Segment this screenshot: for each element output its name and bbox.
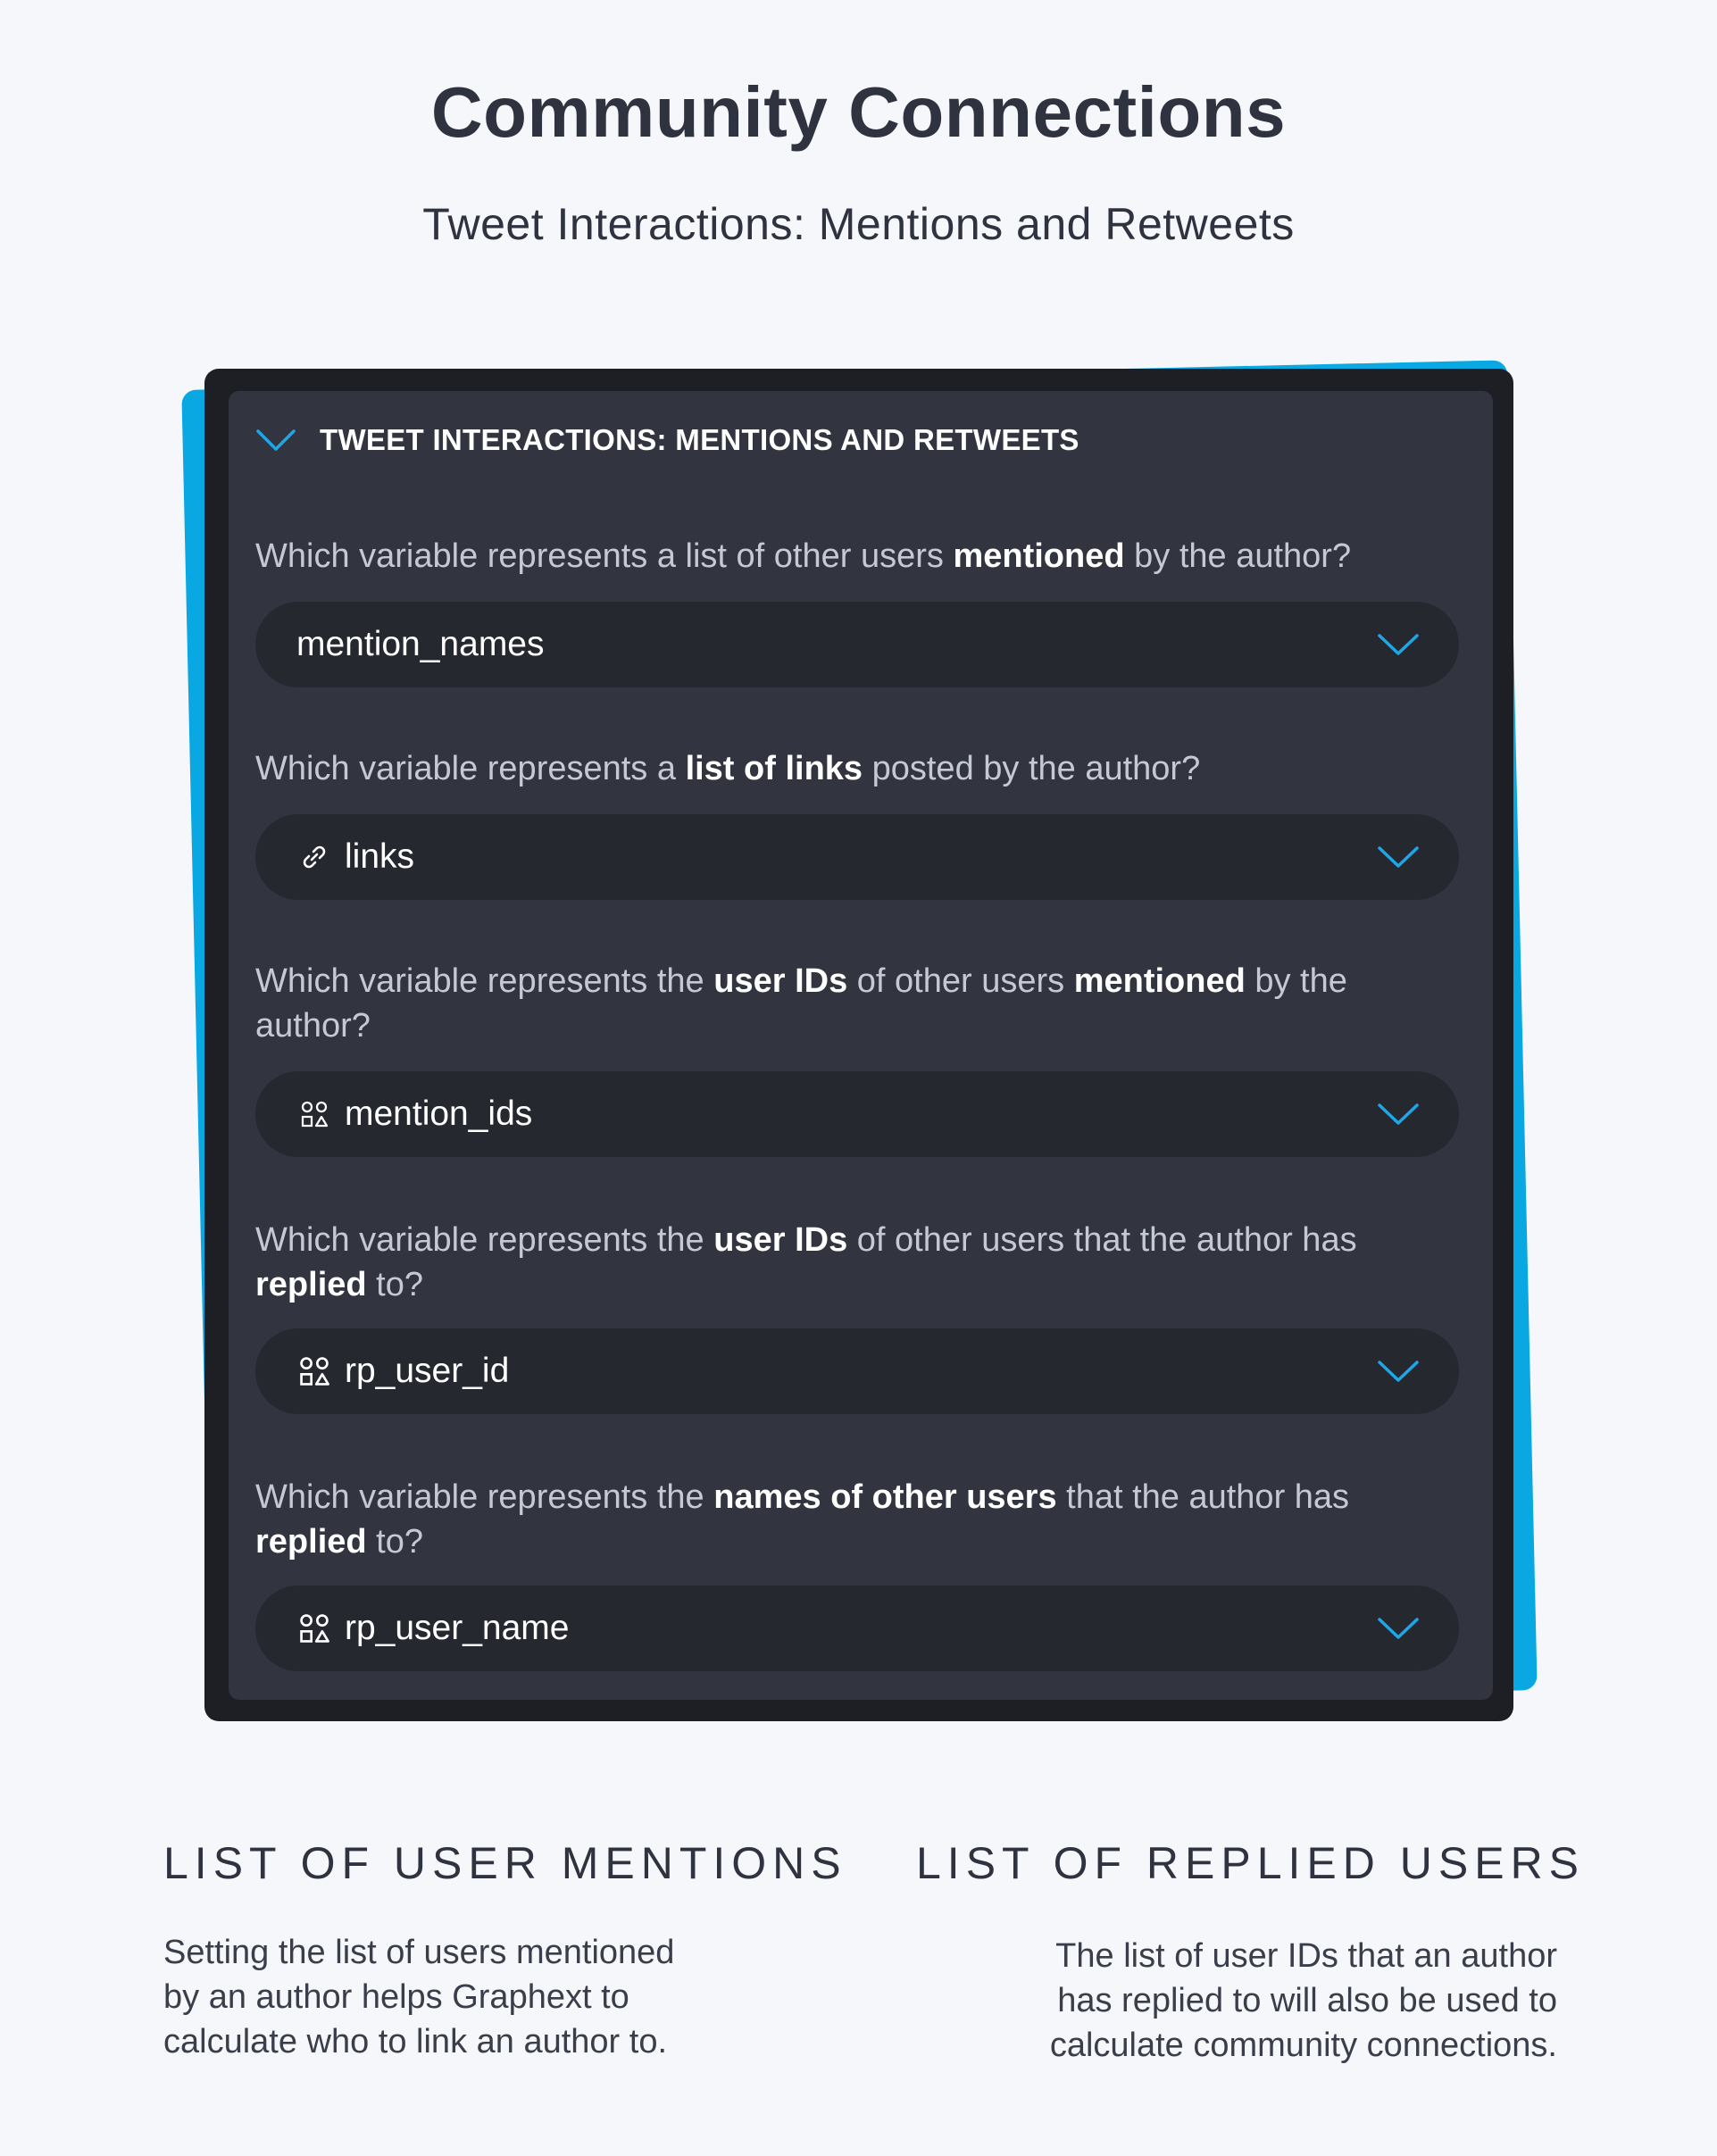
select-value: rp_user_name: [345, 1609, 570, 1647]
question-text: Which variable represents the: [255, 1478, 714, 1516]
caption-line: by an author helps Graphext to: [163, 1978, 629, 2016]
caption-line: calculate community connections.: [1049, 2027, 1557, 2064]
caption-body-replied: [916, 1934, 1557, 2068]
question-emphasis: list of links: [685, 750, 863, 787]
question-text: Which variable represents the: [255, 962, 714, 1000]
shapes-icon: [296, 1611, 332, 1646]
question-emphasis: mentioned: [953, 537, 1125, 575]
question-text: that the author has: [1056, 1478, 1350, 1516]
question-mention-ids: [255, 959, 1443, 1048]
mention-ids-select[interactable]: [255, 1071, 1459, 1157]
chevron-down-icon[interactable]: [255, 428, 296, 453]
page-subtitle: Tweet Interactions: Mentions and Retweets: [422, 199, 1295, 249]
question-mention-names: [255, 534, 1443, 579]
question-text: by the author?: [255, 962, 1347, 1045]
question-text: of other users that the author has: [847, 1221, 1357, 1259]
caption-line: has replied to will also be used to: [1057, 1982, 1557, 2019]
rp-user-id-select[interactable]: [255, 1328, 1459, 1414]
chevron-down-icon[interactable]: [1377, 1102, 1420, 1127]
caption-line: The list of user IDs that an author: [1055, 1937, 1557, 1975]
question-emphasis: user IDs: [713, 1221, 848, 1259]
select-value: mention_ids: [345, 1095, 533, 1133]
question-text: of other users: [847, 962, 1074, 1000]
question-emphasis: mentioned: [1073, 962, 1246, 1000]
question-rp-user-id: [255, 1218, 1443, 1307]
question-emphasis: user IDs: [713, 962, 848, 1000]
caption-title-mentions: LIST OF USER MENTIONS: [163, 1838, 847, 1888]
chevron-down-icon[interactable]: [1377, 632, 1420, 657]
settings-panel: [229, 391, 1493, 1700]
question-text: to?: [366, 1523, 423, 1561]
section-header[interactable]: [255, 409, 1079, 471]
caption-title-replied: LIST OF REPLIED USERS: [916, 1838, 1586, 1888]
question-text: by the author?: [1124, 537, 1352, 575]
chevron-down-icon[interactable]: [1377, 1616, 1420, 1641]
question-text: Which variable represents a list of other users: [255, 537, 954, 575]
chevron-down-icon[interactable]: [1377, 1359, 1420, 1384]
select-value: rp_user_id: [345, 1352, 510, 1390]
caption-line: Setting the list of users mentioned: [163, 1934, 675, 1971]
mention-names-select[interactable]: [255, 602, 1459, 687]
question-rp-user-name: [255, 1475, 1443, 1564]
section-title: TWEET INTERACTIONS: MENTIONS AND RETWEETS: [320, 423, 1079, 456]
select-value: mention_names: [296, 625, 545, 663]
question-text: Which variable represents a: [255, 750, 686, 787]
chevron-down-icon[interactable]: [1377, 845, 1420, 870]
question-links: [255, 746, 1443, 791]
rp-user-name-select[interactable]: [255, 1586, 1459, 1671]
links-select[interactable]: [255, 814, 1459, 900]
question-text: Which variable represents the: [255, 1221, 714, 1259]
caption-line: calculate who to link an author to.: [163, 2023, 668, 2060]
shapes-icon: [296, 1353, 332, 1389]
question-emphasis: names of other users: [713, 1478, 1057, 1516]
select-value: links: [345, 837, 415, 876]
question-emphasis: replied: [255, 1266, 367, 1303]
question-text: posted by the author?: [863, 750, 1201, 787]
shapes-icon: [296, 1096, 332, 1132]
caption-body-mentions: [163, 1930, 674, 2064]
question-emphasis: replied: [255, 1523, 367, 1561]
page-title: Community Connections: [430, 72, 1287, 152]
link-icon: [296, 839, 332, 875]
question-text: to?: [366, 1266, 423, 1303]
